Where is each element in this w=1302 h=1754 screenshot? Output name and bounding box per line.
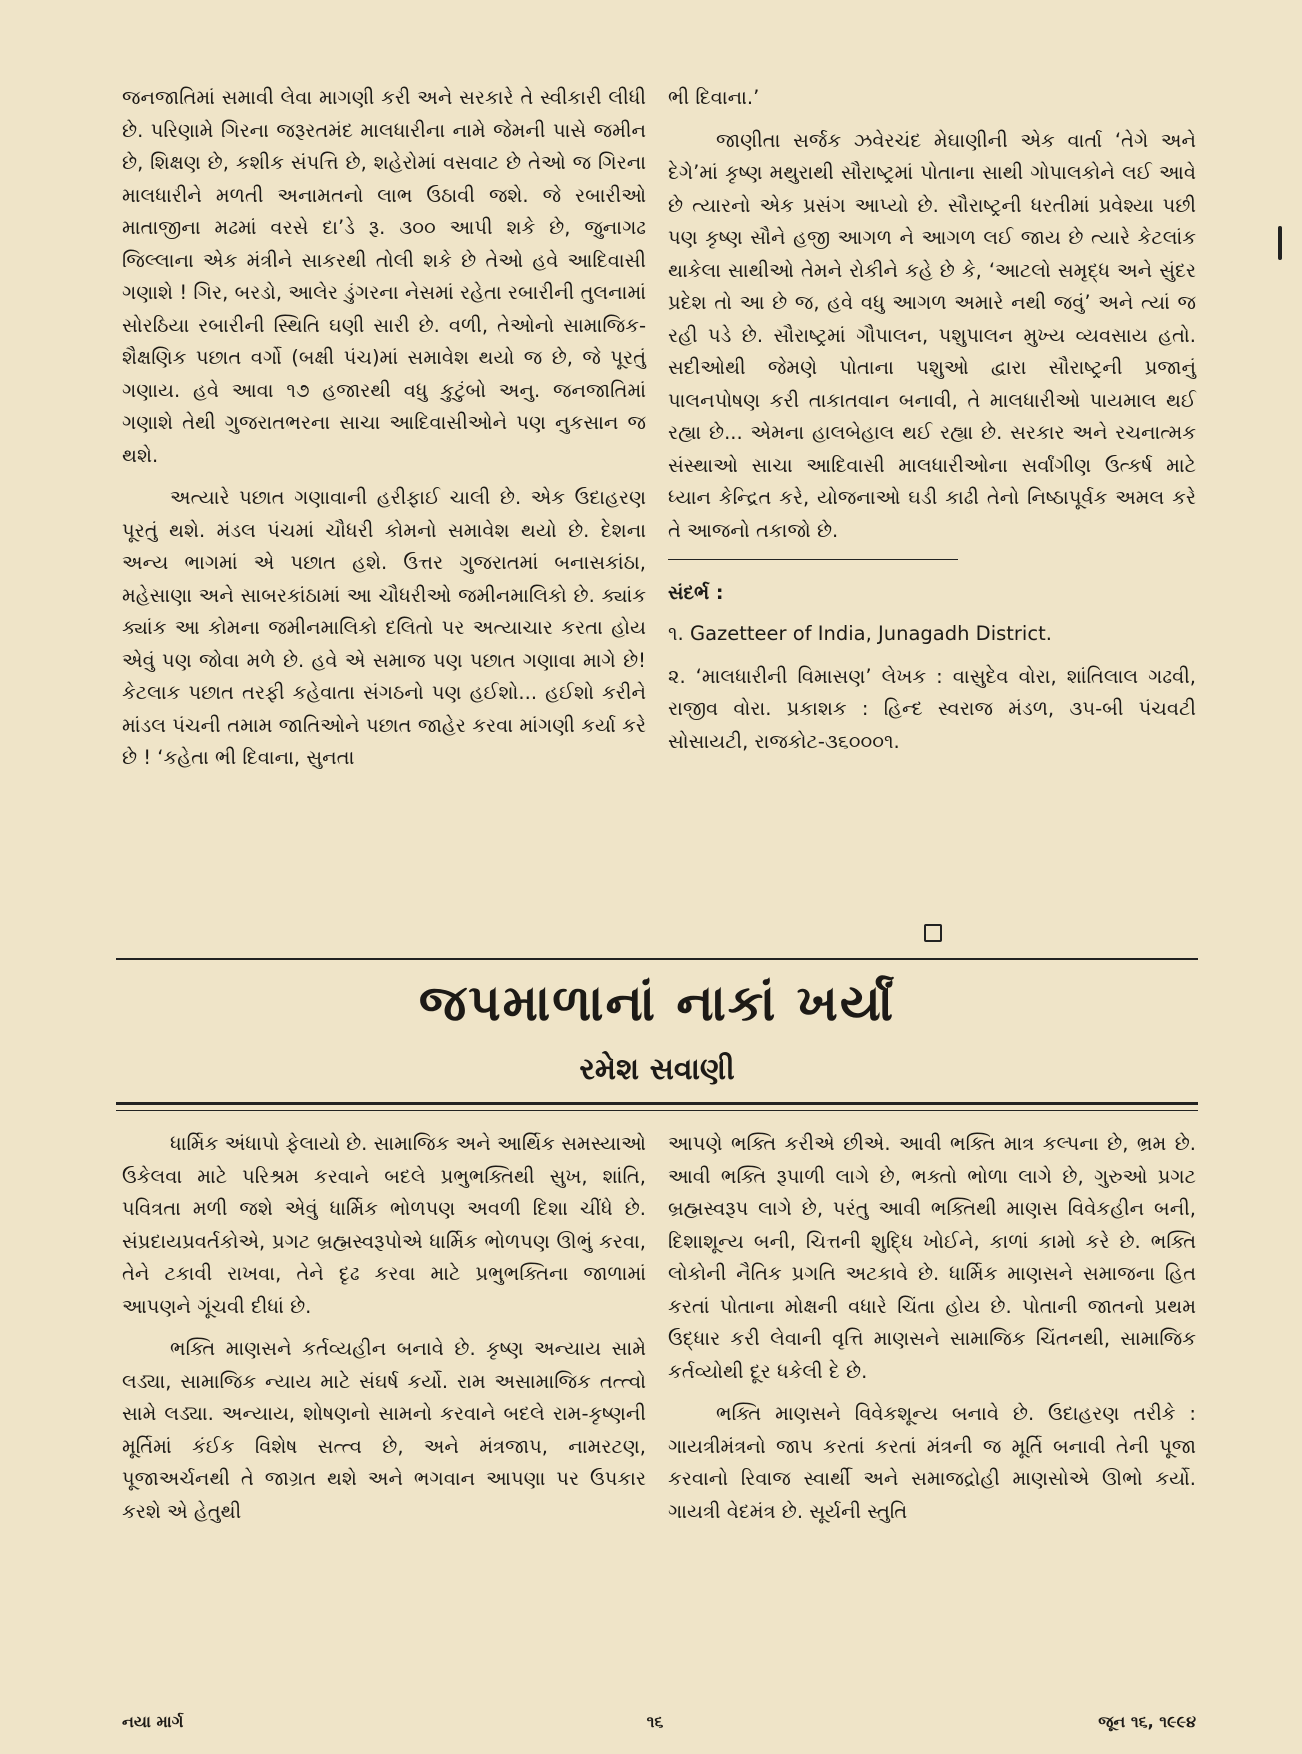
- reference-item: ૧. Gazetteer of India, Junagadh District.: [668, 622, 1052, 645]
- article-author: રમેશ સવાણી: [579, 1052, 735, 1087]
- references-divider: [668, 559, 958, 560]
- paragraph: જાણીતા સર્જક ઝવેરચંદ મેઘાણીની એક વાર્તા ‘તેગે અને દેગે’માં કૃષ્ણ મથુરાથી સૌરાષ્ટ્રમાં પોતાના સાથી ગોપાલકોને લઈ આવે છે ત્યારનો એક પ્રસંગ આપ્યો છે. સૌરાષ્ટ્રની ધરતીમાં પ્રવેશ્યા પછી પણ કૃષ્ણ સૌને હજી આગળ ને આગળ લઈ જાય છે ત્યારે કેટલાંક થાકેલા સાથીઓ તેમને રોકીને કહે છે કે, ‘આટલો સમૃદ્ધ અને સુંદર પ્રદેશ તો આ છે જ, હવે વધુ આગળ અમારે નથી જવું’ અને ત્યાં જ રહી પડે છે. સૌરાષ્ટ્રમાં ગૌપાલન, પશુપાલન મુખ્ય વ્યવસાય હતો. સદીઓથી જેમણે પોતાના પશુઓ દ્વારા સૌરાષ્ટ્રની પ્રજાનું પાલનપોષણ કરી તાકાતવાન બનાવી, તે માલધારીઓ પાયમાલ થઈ રહ્યા છે... એમના હાલબેહાલ થઈ રહ્યા છે. સરકાર અને રચનાત્મક સંસ્થાઓ સાચા આદિવાસી માલધારીઓના સર્વાંગીણ ઉત્કર્ષ માટે ધ્યાન કેન્દ્રિત કરે, યોજનાઓ ઘડી કાઢી તેનો નિષ્ઠાપૂર્વક અમલ કરે તે આજનો તકાજો છે.: [668, 128, 1196, 542]
- reference-item: ૨. ‘માલધારીની વિમાસણ’ લેખક : વાસુદેવ વોરા, શાંતિલાલ ગઢવી, રાજીવ વોરા. પ્રકાશક : હિન્દ સ્વરાજ મંડળ, ૩૫-બી પંચવટી સોસાયટી, રાજકોટ-૩૬૦૦૦૧.: [668, 664, 1196, 753]
- paragraph: ભી દિવાના.’: [668, 86, 760, 109]
- end-of-article-box-icon: [924, 924, 942, 942]
- paragraph: અત્યારે પછાત ગણાવાની હરીફાઈ ચાલી છે. એક ઉદાહરણ પૂરતું થશે. મંડલ પંચમાં ચૌધરી કોમનો સમાવેશ થયો છે. દેશના અન્ય ભાગમાં એ પછાત હશે. ઉત્તર ગુજરાતમાં બનાસકાંઠા, મહેસાણા અને સાબરકાંઠામાં આ ચૌધરીઓ જમીનમાલિકો છે. ક્યાંક ક્યાંક આ કોમના જમીનમાલિકો દલિતો પર અત્યાચાર કરતા હોય એવું પણ જોવા મળે છે. હવે એ સમાજ પણ પછાત ગણાવા માગે છે! કેટલાક પછાત તરફી કહેવાતા સંગઠનો પણ હઈશો... હઈશો કરીને માંડલ પંચની તમામ જાતિઓને પછાત જાહેર કરવા માંગણી કર્યા કરે છે ! ‘કહેતા ભી દિવાના, સુનતા: [122, 486, 646, 769]
- footer-page-number: ૧૬: [646, 1712, 664, 1731]
- paragraph: આપણે ભક્તિ કરીએ છીએ. આવી ભક્તિ માત્ર કલ્પના છે, ભ્રમ છે. આવી ભક્તિ રૂપાળી લાગે છે, ભક્તો ભોળા લાગે છે, ગુરુઓ પ્રગટ બ્રહ્મસ્વરૂપ લાગે છે, પરંતુ આવી ભક્તિથી માણસ વિવેકહીન બની, દિશાશૂન્ય બની, ચિત્તની શુદ્ધિ ખોઈને, કાળાં કામો કરે છે. ભક્તિ લોકોની નૈતિક પ્રગતિ અટકાવે છે. ધાર્મિક માણસને સમાજના હિત કરતાં પોતાના મોક્ષની વધારે ચિંતા હોય છે. પોતાની જાતનો પ્રથમ ઉદ્ધાર કરી લેવાની વૃત્તિ માણસને સામાજિક ચિંતનથી, સામાજિક કર્તવ્યોથી દૂર ધકેલી દે છે.: [668, 1132, 1196, 1383]
- top-right-column: [668, 82, 1196, 768]
- paragraph: ભક્તિ માણસને વિવેકશૂન્ય બનાવે છે. ઉદાહરણ તરીકે : ગાયત્રીમંત્રનો જાપ કરતાં કરતાં મંત્રની જ મૂર્તિ બનાવી તેની પૂજા કરવાનો રિવાજ સ્વાર્થી અને સમાજદ્રોહી માણસોએ ઊભો કર્યો. ગાયત્રી વેદમંત્ર છે. સૂર્યની સ્તુતિ: [668, 1402, 1196, 1523]
- title-divider-thin: [116, 1110, 1198, 1111]
- paragraph: ધાર્મિક અંધાપો ફેલાયો છે. સામાજિક અને આર્થિક સમસ્યાઓ ઉકેલવા માટે પરિશ્રમ કરવાને બદલે પ્રભુભક્તિથી સુખ, શાંતિ, પવિત્રતા મળી જશે એવું ધાર્મિક ભોળપણ અવળી દિશા ચીંધે છે. સંપ્રદાયપ્રવર્તકોએ, પ્રગટ બ્રહ્મસ્વરૂપોએ ધાર્મિક ભોળપણ ઊભું કરવા, તેને ટકાવી રાખવા, તેને દૃઢ કરવા માટે પ્રભુભક્તિના જાળામાં આપણને ગૂંચવી દીધાં છે.: [122, 1132, 646, 1318]
- title-divider-thick: [116, 1102, 1198, 1105]
- references-heading: સંદર્ભ :: [668, 582, 724, 604]
- paragraph: જનજાતિમાં સમાવી લેવા માગણી કરી અને સરકારે તે સ્વીકારી લીધી છે. પરિણામે ગિરના જરૂરતમંદ માલધારીના નામે જેમની પાસે જમીન છે, શિક્ષણ છે, કશીક સંપત્તિ છે, શહેરોમાં વસવાટ છે તેઓ જ ગિરના માલધારીને મળતી અનામતનો લાભ ઉઠાવી જશે. જે રબારીઓ માતાજીના મઢમાં વરસે દા’ડે રૂ. ૩૦૦ આપી શકે છે, જુનાગઢ જિલ્લાના એક મંત્રીને સાકરથી તોલી શકે છે તેઓ હવે આદિવાસી ગણાશે ! ગિર, બરડો, આલેર ડુંગરના નેસમાં રહેતા રબારીની તુલનામાં સોરઠિયા રબારીની સ્થિતિ ઘણી સારી છે. વળી, તેઓનો સામાજિક-શૈક્ષણિક પછાત વર્ગો (બક્ષી પંચ)માં સમાવેશ થયો જ છે, જે પૂરતું ગણાય. હવે આવા ૧૭ હજારથી વધુ કુટુંબો અનુ. જનજાતિમાં ગણાશે તેથી ગુજરાતભરના સાચા આદિવાસીઓને પણ નુકસાન જ થશે.: [122, 86, 646, 467]
- margin-mark: [1278, 226, 1282, 260]
- article-title: જપમાળાનાં નાકાં ખર્યાં: [418, 974, 896, 1032]
- bottom-right-column: [668, 1128, 1196, 1538]
- top-left-column: [122, 82, 646, 785]
- paragraph: ભક્તિ માણસને કર્તવ્યહીન બનાવે છે. કૃષ્ણ અન્યાય સામે લડ્યા, સામાજિક ન્યાય માટે સંઘર્ષ કર્યો. રામ અસામાજિક તત્ત્વો સામે લડ્યા. અન્યાય, શોષણનો સામનો કરવાને બદલે રામ-કૃષ્ણની મૂર્તિમાં કંઈક વિશેષ સત્ત્વ છે, અને મંત્રજાપ, નામરટણ, પૂજાઅર્ચનથી તે જાગ્રત થશે અને ભગવાન આપણા પર ઉપકાર કરશે એ હેતુથી: [122, 1337, 646, 1523]
- section-divider: [116, 958, 1198, 960]
- footer-date: જૂન ૧૬, ૧૯૯૪: [1098, 1712, 1196, 1731]
- bottom-left-column: [122, 1128, 646, 1538]
- footer-publication: નયા માર્ગ: [122, 1712, 184, 1731]
